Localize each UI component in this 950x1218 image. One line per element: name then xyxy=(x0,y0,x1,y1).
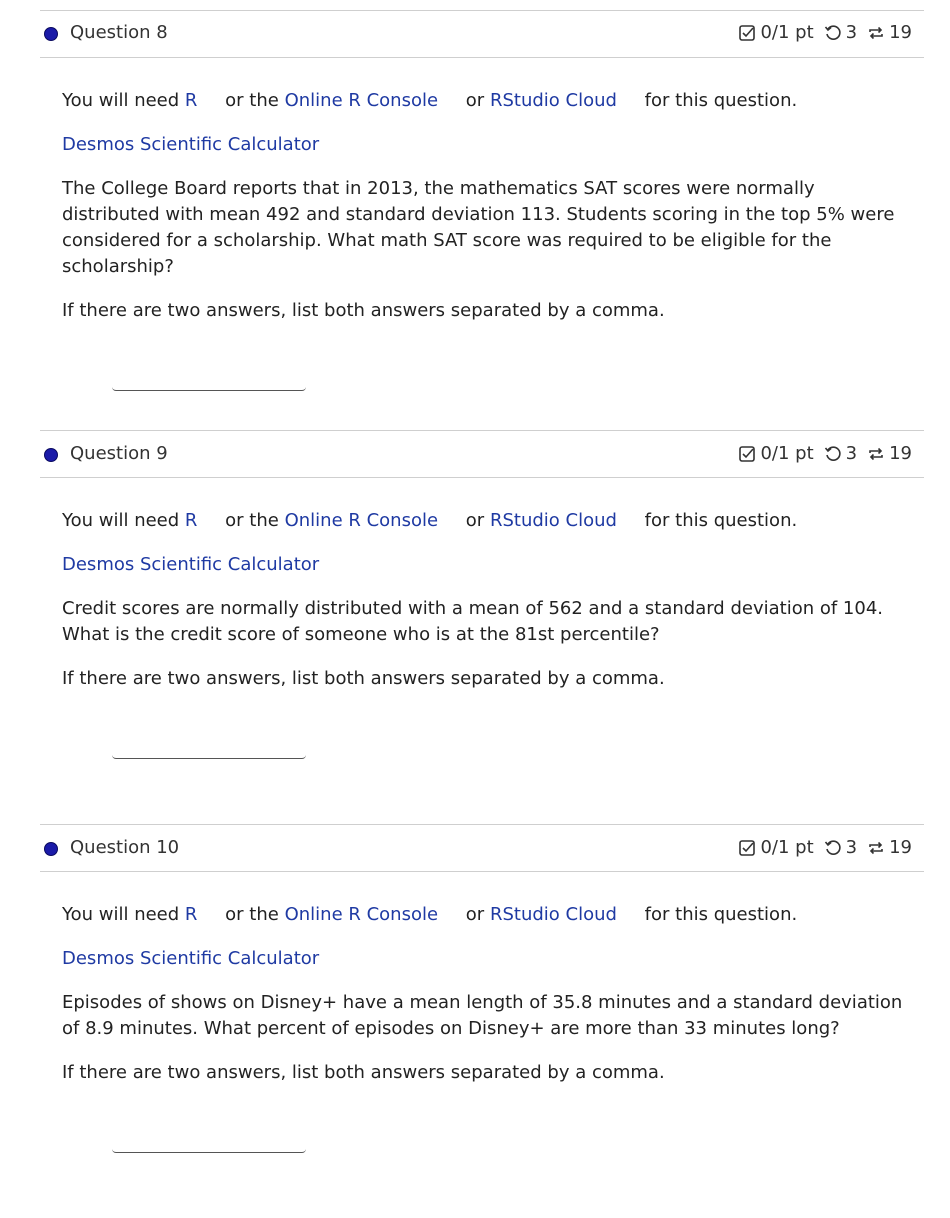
checkbox-points-icon xyxy=(738,445,756,463)
r-link[interactable]: R xyxy=(184,904,198,925)
question-meta xyxy=(738,22,912,43)
or-text: or xyxy=(465,904,485,925)
rstudio-cloud-link[interactable]: RStudio Cloud xyxy=(489,510,617,531)
question-text: The College Board reports that in 2013, the mathematics SAT scores were normally distributed with mean 492 and standard deviation 113. Students scoring in the top 5% were considered for a scholarship. What math SAT score was required to be eligible for the scholarship? xyxy=(62,178,895,277)
question-text: Episodes of shows on Disney+ have a mean length of 35.8 minutes and a standard deviation of 8.9 minutes. What percent of episodes on Disney+ are more than 33 minutes long? xyxy=(62,992,903,1039)
answer-input[interactable] xyxy=(112,737,306,759)
versions-value: 19 xyxy=(889,837,912,858)
undo-retries-icon xyxy=(824,445,842,463)
or-the-text: or the xyxy=(225,510,279,531)
question-title: Question 9 xyxy=(70,443,168,464)
question-body xyxy=(40,58,924,391)
question-10 xyxy=(40,824,924,1153)
online-r-console-link[interactable]: Online R Console xyxy=(284,904,439,925)
or-text: or xyxy=(465,90,485,111)
undo-retries-icon xyxy=(824,24,842,42)
undo-retries-icon xyxy=(824,839,842,857)
question-title: Question 10 xyxy=(70,837,180,858)
needs-prefix: You will need xyxy=(62,90,180,111)
desmos-calculator-link[interactable]: Desmos Scientific Calculator xyxy=(62,554,320,575)
desmos-calculator-link[interactable]: Desmos Scientific Calculator xyxy=(62,134,320,155)
needs-suffix: for this question. xyxy=(644,510,798,531)
checkbox-points-icon xyxy=(738,24,756,42)
retries-value: 3 xyxy=(845,443,858,464)
answer-input[interactable] xyxy=(112,1131,306,1153)
question-title: Question 8 xyxy=(70,22,168,43)
checkbox-points-icon xyxy=(738,839,756,857)
rstudio-cloud-link[interactable]: RStudio Cloud xyxy=(489,90,617,111)
software-needed-line xyxy=(62,508,924,534)
question-status-dot-icon xyxy=(44,27,58,41)
online-r-console-link[interactable]: Online R Console xyxy=(284,90,439,111)
rstudio-cloud-link[interactable]: RStudio Cloud xyxy=(489,904,617,925)
points-value: 0/1 pt xyxy=(760,837,814,858)
question-meta xyxy=(738,443,912,464)
software-needed-line xyxy=(62,902,924,928)
software-needed-line xyxy=(62,88,924,114)
question-header xyxy=(40,824,924,872)
question-instruction: If there are two answers, list both answers separated by a comma. xyxy=(62,668,665,689)
repeat-versions-icon xyxy=(867,839,885,857)
question-9 xyxy=(40,430,924,759)
online-r-console-link[interactable]: Online R Console xyxy=(284,510,439,531)
retries-value: 3 xyxy=(845,837,858,858)
desmos-calculator-link[interactable]: Desmos Scientific Calculator xyxy=(62,948,320,969)
question-8 xyxy=(40,10,924,391)
question-instruction: If there are two answers, list both answers separated by a comma. xyxy=(62,1062,665,1083)
or-the-text: or the xyxy=(225,90,279,111)
question-instruction: If there are two answers, list both answers separated by a comma. xyxy=(62,300,665,321)
question-status-dot-icon xyxy=(44,448,58,462)
repeat-versions-icon xyxy=(867,24,885,42)
versions-value: 19 xyxy=(889,443,912,464)
question-body xyxy=(40,872,924,1153)
repeat-versions-icon xyxy=(867,445,885,463)
question-header xyxy=(40,430,924,478)
question-meta xyxy=(738,837,912,858)
needs-suffix: for this question. xyxy=(644,90,798,111)
r-link[interactable]: R xyxy=(184,90,198,111)
retries-value: 3 xyxy=(845,22,858,43)
needs-prefix: You will need xyxy=(62,510,180,531)
question-status-dot-icon xyxy=(44,842,58,856)
or-text: or xyxy=(465,510,485,531)
needs-suffix: for this question. xyxy=(644,904,798,925)
question-text: Credit scores are normally distributed with a mean of 562 and a standard deviation of 104. What is the credit score of someone who is at the 81st percentile? xyxy=(62,598,883,645)
or-the-text: or the xyxy=(225,904,279,925)
needs-prefix: You will need xyxy=(62,904,180,925)
question-body xyxy=(40,478,924,759)
points-value: 0/1 pt xyxy=(760,22,814,43)
r-link[interactable]: R xyxy=(184,510,198,531)
points-value: 0/1 pt xyxy=(760,443,814,464)
question-header xyxy=(40,10,924,58)
answer-input[interactable] xyxy=(112,369,306,391)
versions-value: 19 xyxy=(889,22,912,43)
